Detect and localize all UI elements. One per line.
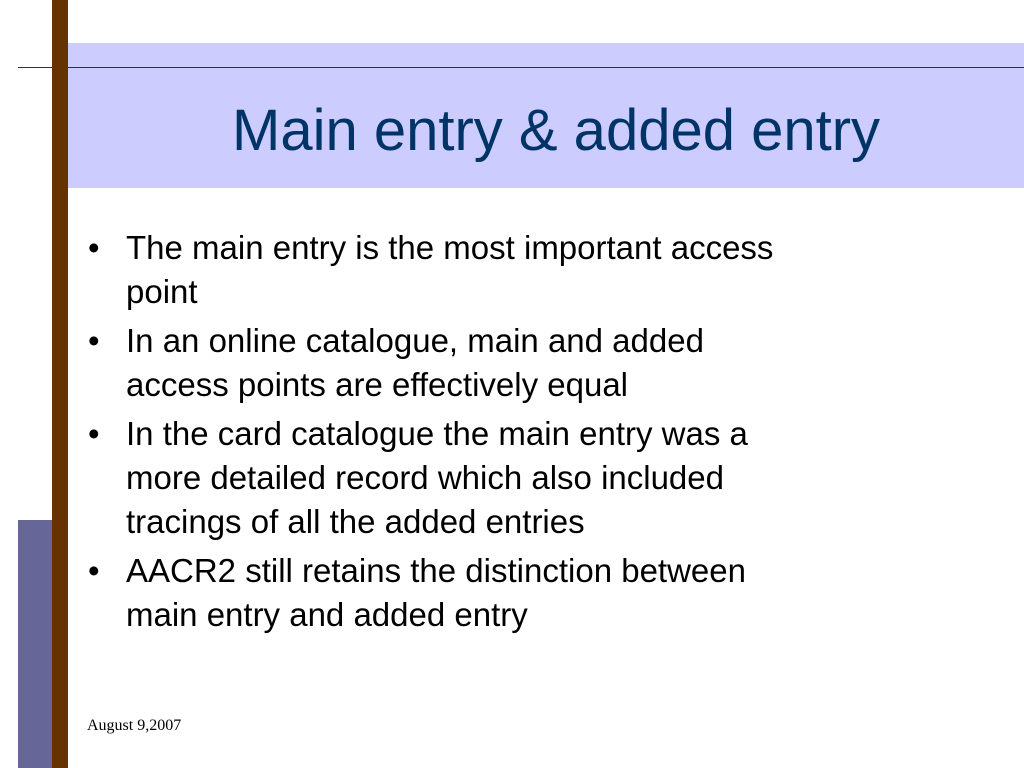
- bullet-text: [126, 412, 964, 544]
- bullet-line: more detailed record which also included: [126, 459, 724, 496]
- bullet-icon: •: [88, 415, 100, 452]
- bullet-line: In the card catalogue the main entry was a: [126, 415, 748, 452]
- bullet-text: [126, 226, 964, 314]
- slide-title: Main entry & added entry: [232, 98, 881, 163]
- bullet-item: [84, 226, 964, 314]
- bullet-item: [84, 549, 964, 637]
- bullet-item: [84, 319, 964, 407]
- bullet-icon: •: [88, 552, 100, 589]
- side-accent-block: [18, 520, 52, 768]
- top-rule-line: [18, 67, 1024, 68]
- bullet-item: [84, 412, 964, 544]
- bullet-line: In an online catalogue, main and added: [126, 322, 704, 359]
- bullet-line: tracings of all the added entries: [126, 503, 585, 540]
- bullet-text: [126, 549, 964, 637]
- bullet-line: The main entry is the most important access: [126, 229, 774, 266]
- bullet-line: AACR2 still retains the distinction between: [126, 552, 746, 589]
- bullet-list: [84, 226, 964, 642]
- bullet-line: point: [126, 273, 198, 310]
- vertical-accent-bar: [52, 0, 68, 768]
- bullet-icon: •: [88, 229, 100, 266]
- footer-date: August 9,2007: [87, 717, 182, 734]
- bullet-icon: •: [88, 322, 100, 359]
- bullet-line: access points are effectively equal: [126, 366, 629, 403]
- bullet-line: main entry and added entry: [126, 596, 528, 633]
- bullet-text: [126, 319, 964, 407]
